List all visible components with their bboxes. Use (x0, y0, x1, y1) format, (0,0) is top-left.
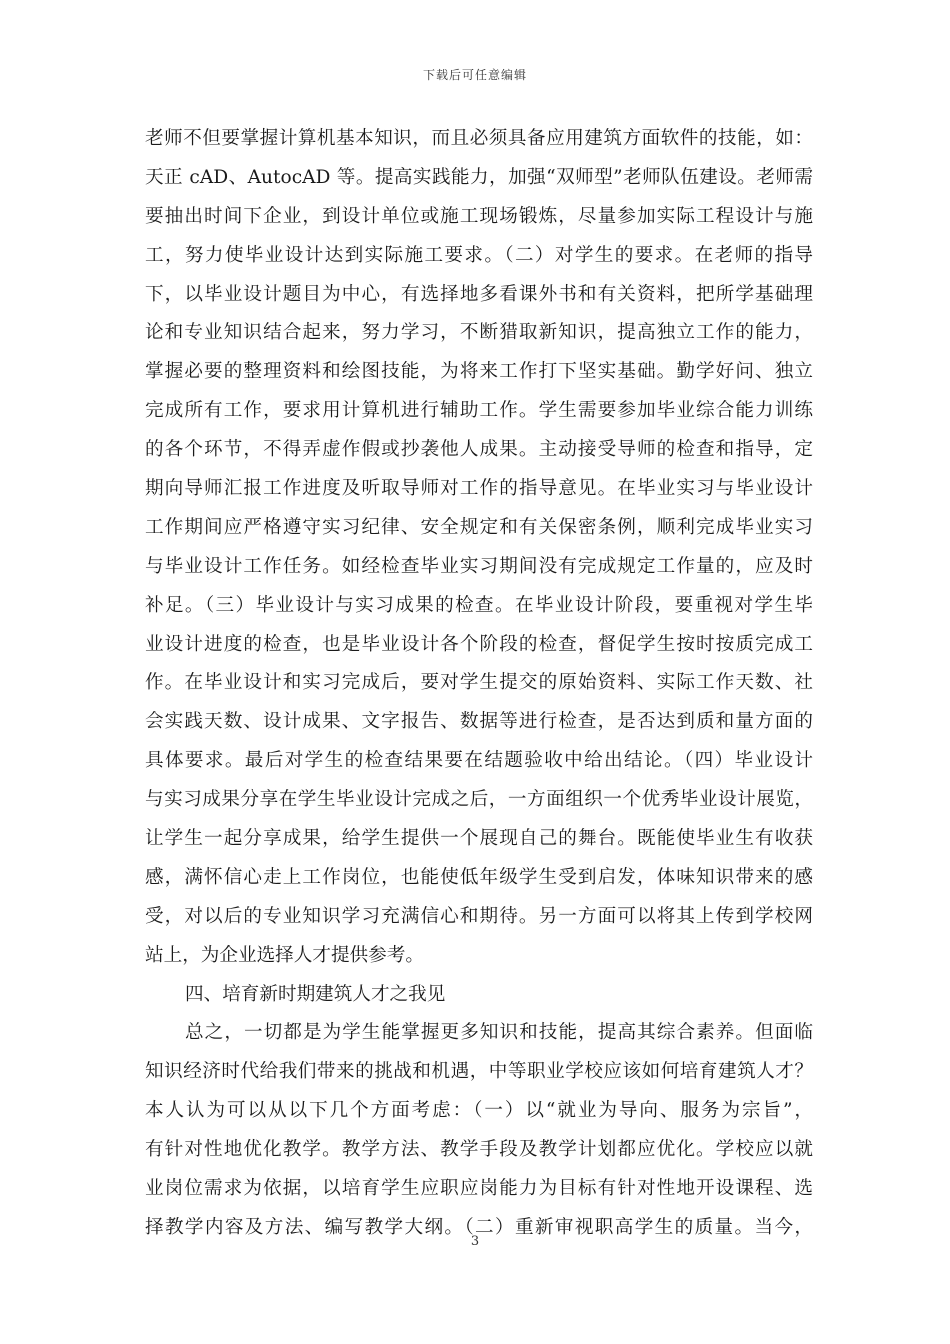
document-body (145, 120, 813, 1248)
paragraph-conclusion (145, 1014, 813, 1247)
text-line: 与毕业设计工作任务。如经检查毕业实习期间没有完成规定工作量的，应及时 (145, 555, 813, 577)
text-line: 老师不但要掌握计算机基本知识，而且必须具备应用建筑方面软件的技能，如： (145, 128, 813, 149)
paragraph-requirements (145, 120, 813, 976)
text-line: 工作期间应严格遵守实习纪律、安全规定和有关保密条例，顺利完成毕业实习 (145, 516, 813, 538)
text-line: 要抽出时间下企业，到设计单位或施工现场锻炼，尽量参加实际工程设计与施 (145, 205, 813, 227)
text-line: 总之，一切都是为学生能掌握更多知识和技能，提高其综合素养。但面临 (185, 1022, 813, 1044)
text-line: 作。在毕业设计和实习完成后，要对学生提交的原始资料、实际工作天数、社 (145, 672, 813, 694)
text-line: 与实习成果分享在学生毕业设计完成之后，一方面组织一个优秀毕业设计展览， (145, 789, 813, 811)
text-line: 补足。（三）毕业设计与实习成果的检查。在毕业设计阶段，要重视对学生毕 (145, 594, 813, 616)
text-line: 下，以毕业设计题目为中心，有选择地多看课外书和有关资料，把所学基础理 (145, 283, 813, 305)
text-line: 具体要求。最后对学生的检查结果要在结题验收中给出结论。（四）毕业设计 (145, 750, 813, 772)
page-header: 下载后可任意编辑 (422, 68, 527, 82)
text-line: 本人认为可以从以下几个方面考虑：（一）以“就业为导向、服务为宗旨”， (145, 1100, 813, 1122)
section-heading: 四、培育新时期建筑人才之我见 (185, 983, 446, 1005)
text-line: 业岗位需求为依据，以培育学生应职应岗能力为目标有针对性地开设课程、选 (145, 1178, 813, 1200)
text-line: 掌握必要的整理资料和绘图技能，为将来工作打下坚实基础。勤学好问、独立 (145, 361, 813, 383)
text-line: 有针对性地优化教学。教学方法、教学手段及教学计划都应优化。学校应以就 (145, 1139, 813, 1161)
text-line: 让学生一起分享成果，给学生提供一个展现自己的舞台。既能使毕业生有收获 (145, 828, 813, 850)
text-line: 会实践天数、设计成果、文字报告、数据等进行检查，是否达到质和量方面的 (145, 711, 813, 733)
text-line: 的各个环节，不得弄虚作假或抄袭他人成果。主动接受导师的检查和指导，定 (145, 439, 813, 461)
text-line: 知识经济时代给我们带来的挑战和机遇，中等职业学校应该如何培育建筑人才？ (145, 1061, 813, 1083)
text-line: 感，满怀信心走上工作岗位，也能使低年级学生受到启发，体味知识带来的感 (145, 866, 813, 888)
text-line: 工，努力使毕业设计达到实际施工要求。（二）对学生的要求。在老师的指导 (145, 244, 813, 266)
page-number: 3 (470, 1234, 480, 1249)
text-line: 论和专业知识结合起来，努力学习，不断猎取新知识，提高独立工作的能力， (145, 322, 813, 344)
text-line: 期向导师汇报工作进度及听取导师对工作的指导意见。在毕业实习与毕业设计 (145, 478, 813, 500)
text-line: 完成所有工作，要求用计算机进行辅助工作。学生需要参加毕业综合能力训练 (145, 400, 813, 422)
text-line: 天正 cAD、AutocAD 等。提高实践能力，加强“双师型”老师队伍建设。老师需 (145, 166, 813, 188)
text-line: 受，对以后的专业知识学习充满信心和期待。另一方面可以将其上传到学校网 (145, 905, 813, 927)
text-line: 业设计进度的检查，也是毕业设计各个阶段的检查，督促学生按时按质完成工 (145, 633, 813, 655)
text-line: 择教学内容及方法、编写教学大纲。（二）重新审视职高学生的质量。当今， (145, 1216, 813, 1238)
text-line: 站上，为企业选择人才提供参考。 (145, 944, 424, 966)
